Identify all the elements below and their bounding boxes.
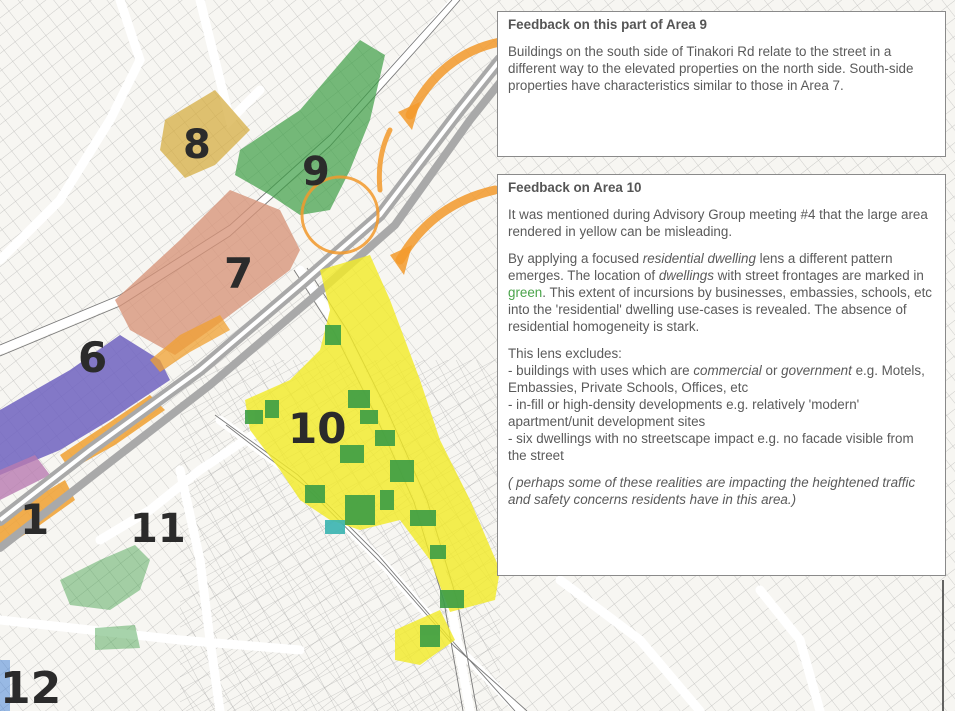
feedback-9-title: Feedback on this part of Area 9: [508, 17, 707, 32]
feedback-10-closing: ( perhaps some of these realities are impacting the heightened traffic and safety concerns residents have in this area.): [508, 475, 916, 507]
ex1-text-a: - buildings with uses which are: [508, 363, 694, 378]
p2-text-c: lens a different pattern emerges. The location of: [508, 251, 893, 283]
exclude-item-1: [508, 362, 935, 396]
p2-residential-dwelling: residential dwelling: [642, 251, 756, 266]
p2-text-a: By applying a focused: [508, 251, 643, 266]
area-label-11: 11: [130, 506, 186, 552]
feedback-10-title: Feedback on Area 10: [508, 180, 642, 195]
exclude-item-2: - in-fill or high-density developments e.g. relatively 'modern' apartment/unit development sites: [508, 397, 860, 429]
area-label-1: 1: [20, 495, 50, 544]
area-label-10: 10: [288, 404, 347, 453]
area-label-6: 6: [78, 333, 108, 382]
ex1-commercial: commercial: [693, 363, 762, 378]
excludes-title: This lens excludes:: [508, 346, 622, 361]
excludes-section: [508, 345, 935, 464]
feedback-10-paragraph-2: [508, 250, 935, 335]
exclude-item-3: - six dwellings with no streetscape impact e.g. no facade visible from the street: [508, 431, 914, 463]
ex1-text-e: e.g. Motels, Embassies, Private Schools, Offices, etc: [508, 363, 925, 395]
feedback-9-body: Buildings on the south side of Tinakori Rd relate to the street in a different way to the elevated properties on the north side. South-side properties have characteristics similar to those in Area 7.: [508, 44, 914, 93]
p2-dwellings: dwellings: [658, 268, 714, 283]
ex1-text-c: or: [761, 363, 782, 378]
p2-text-e: with street frontages are marked in: [713, 268, 924, 283]
area-label-7: 7: [224, 249, 254, 298]
area-label-9: 9: [302, 149, 330, 195]
p2-green-word: green: [508, 285, 543, 300]
ex1-government: government: [781, 363, 852, 378]
p2-text-g: . This extent of incursions by businesses, embassies, schools, etc into the 'residential' dwelling use-cases is revealed. The absence of residential homogeneity is stark.: [508, 285, 933, 334]
feedback-box-area-9: [497, 11, 946, 157]
area-label-12: 12: [0, 663, 62, 711]
feedback-box-area-10: [497, 174, 946, 576]
area-label-8: 8: [183, 122, 211, 168]
feedback-10-paragraph-1: It was mentioned during Advisory Group meeting #4 that the large area rendered in yellow can be misleading.: [508, 207, 928, 239]
